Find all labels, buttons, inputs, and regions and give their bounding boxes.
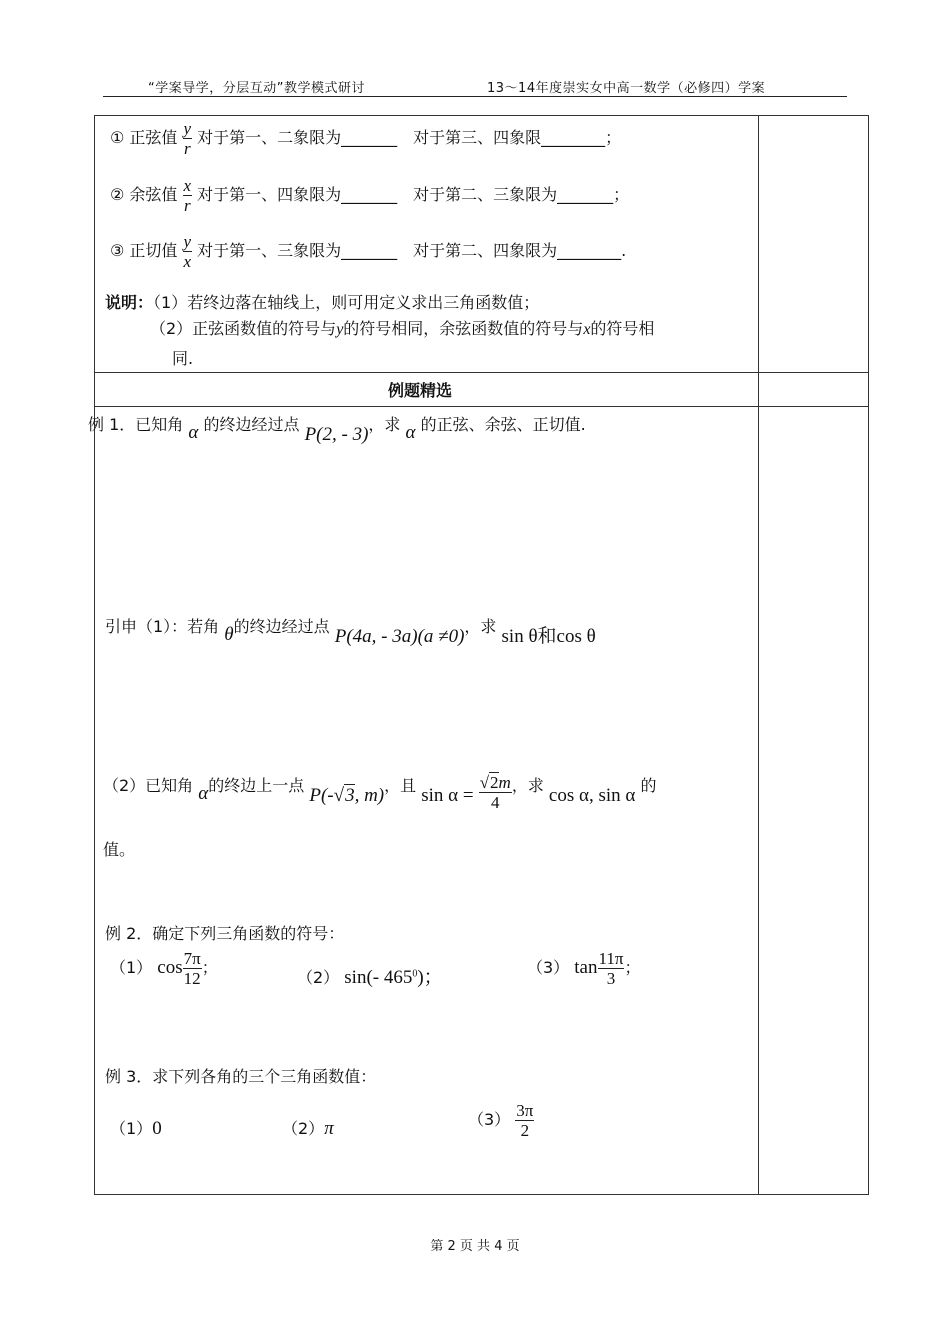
tangent-label: ③ 正切值 (110, 241, 178, 260)
example-3-part-2: （2）π (282, 1118, 334, 1139)
example-2-part-1: （1） cos $\frac{7\pi}{12}$ ； (110, 949, 218, 988)
cosine-label: ② 余弦值 (110, 185, 178, 204)
example-3-title: 例 3．求下列各角的三个三角函数值： (105, 1067, 377, 1086)
sine-rule-text: 对于第一、二象限为_______ 对于第三、四象限________； (197, 128, 622, 147)
header-left: “学案导学，分层互动”教学模式研讨 (148, 81, 365, 96)
page-footer: 第 2 页 共 4 页 (430, 1239, 520, 1254)
cosine-rule-text: 对于第一、四象限为_______ 对于第二、三象限为_______； (197, 185, 630, 204)
three-pi-over-two-fraction: $\frac{3\pi}{2}$ (516, 1101, 534, 1140)
header-rule (103, 96, 847, 97)
sine-fraction: $\frac{y}{r}$ (183, 119, 192, 158)
note-line-2: （2）正弦函数值的符号与y的符号相同，余弦函数值的符号与x的符号相 (150, 319, 655, 338)
table-cell-side-2 (758, 372, 869, 407)
note-label: 说明： (105, 293, 154, 312)
example-3-part-1: （1）0 (110, 1118, 162, 1139)
table-cell-side-1 (758, 115, 869, 373)
sin-alpha-fraction: $\frac{√2m}{4}$ (479, 773, 511, 812)
note-line-1 (105, 290, 539, 313)
sine-sign-line (110, 120, 621, 157)
cosine-fraction: $\frac{x}{r}$ (183, 176, 192, 215)
tangent-rule-text: 对于第一、三象限为_______ 对于第二、四象限为________. (197, 241, 627, 260)
example-2-title: 例 2．确定下列三角函数的符号： (105, 924, 345, 943)
example-3-part-3: （3） $\frac{3\pi}{2}$ (468, 1101, 534, 1140)
example-2-part-3: （3） tan $\frac{11\pi}{3}$ ； (527, 949, 641, 988)
header-right: 13～14年度崇实女中高一数学（必修四）学案 (487, 81, 766, 96)
tangent-fraction: $\frac{y}{x}$ (183, 232, 192, 271)
section-title: 例题精选 (388, 381, 453, 400)
sine-label: ① 正弦值 (110, 128, 178, 147)
table-cell-side-3 (758, 406, 869, 1195)
example-2-part-2: （2） sin(- $465^0$)； (297, 967, 443, 988)
extension-2-tail: 值。 (103, 840, 136, 859)
tangent-sign-line (110, 233, 626, 270)
extension-1: 引申（1）：若角 θ的终边经过点 P(4a, - 3a)(a ≠0)，求 sin θ和cos θ (105, 617, 596, 647)
example-1: 例 1．已知角 α 的终边经过点 P(2, - 3)，求 α 的正弦、余弦、正切值. (88, 415, 586, 445)
note-line-3: 同. (172, 349, 194, 368)
tan-fraction: $\frac{11\pi}{3}$ (598, 949, 624, 988)
note-item-1: （1）若终边落在轴线上，则可用定义求出三角函数值； (153, 293, 540, 312)
cos-fraction: $\frac{7\pi}{12}$ (183, 949, 201, 988)
cosine-sign-line (110, 177, 629, 214)
extension-2: （2）已知角 α的终边上一点 P(-√3, m)，且 sin α = $\frac{√2m}{4}$ ，求 cos α, sin α 的 (103, 773, 657, 812)
